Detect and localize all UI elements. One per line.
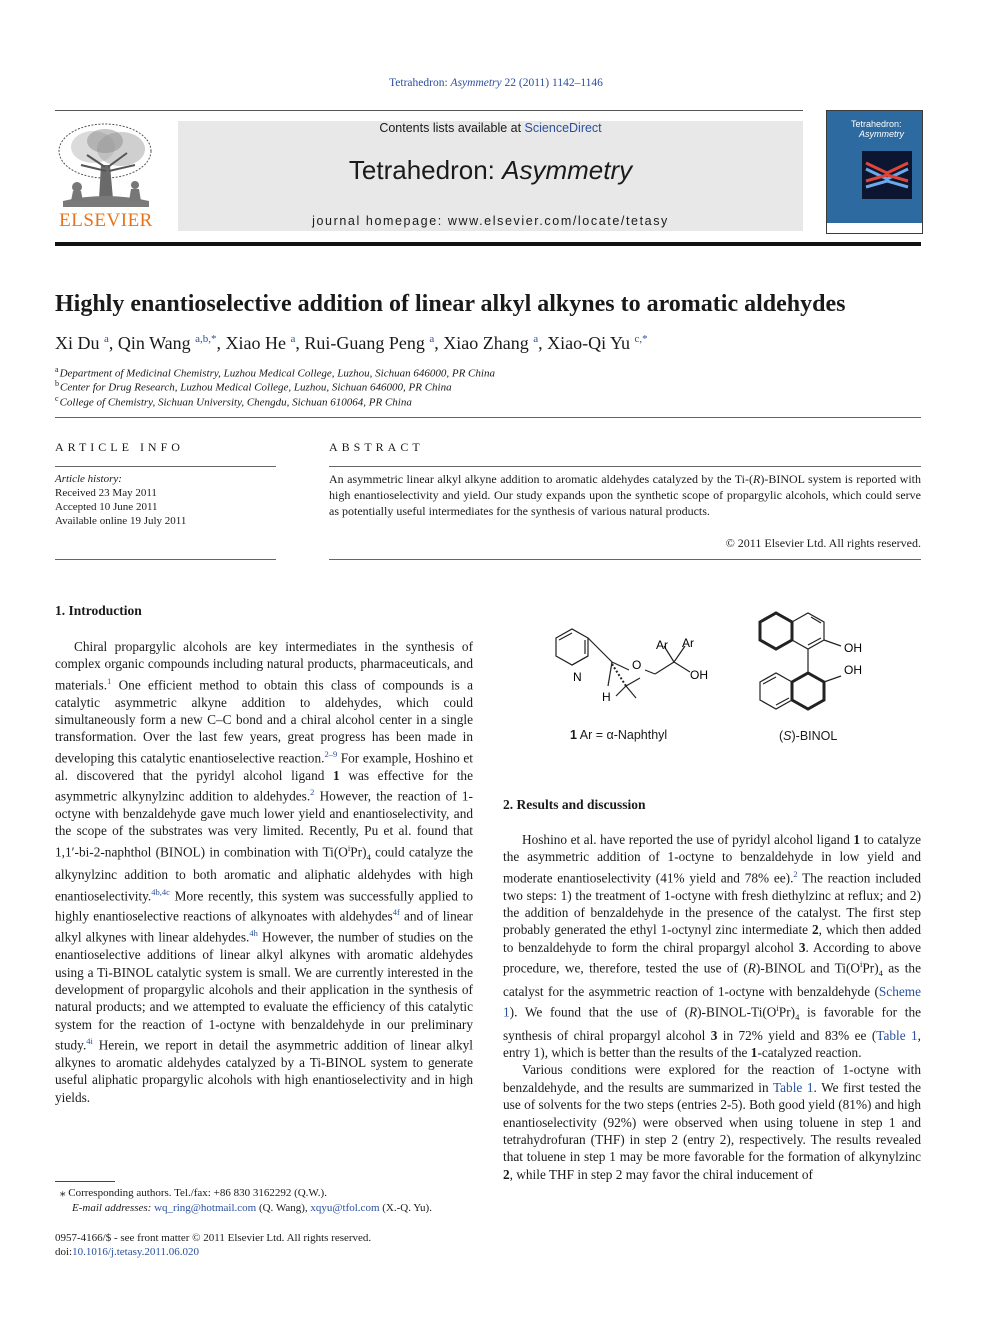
author-affiliation-mark[interactable]: a xyxy=(290,333,296,345)
scheme-1-link[interactable]: Scheme 1 xyxy=(503,983,921,1020)
author-separator: , xyxy=(108,333,118,353)
ligand-1-structure xyxy=(540,598,720,723)
ref-link[interactable]: 4f xyxy=(392,907,400,918)
sciencedirect-link[interactable]: ScienceDirect xyxy=(524,121,602,135)
author-name: Xiao He xyxy=(225,333,286,353)
intro-body xyxy=(55,638,473,1106)
table-1-link[interactable]: Table 1 xyxy=(876,1027,918,1043)
doi-line: doi:10.1016/j.tetasy.2011.06.020 xyxy=(55,1246,200,1258)
label-n: N xyxy=(573,670,582,684)
cover-title: Tetrahedron: Asymmetry xyxy=(851,119,904,139)
author-separator: , xyxy=(538,333,548,353)
doi-link[interactable]: 10.1016/j.tetasy.2011.06.020 xyxy=(72,1246,200,1258)
citation-line[interactable] xyxy=(0,77,992,89)
abstract-copyright: © 2011 Elsevier Ltd. All rights reserved. xyxy=(725,536,921,550)
label-oh-top: OH xyxy=(844,641,862,655)
label-h: H xyxy=(602,690,611,704)
author-name: Xiao-Qi Yu xyxy=(547,333,630,353)
journal-cover xyxy=(826,110,923,234)
article-info-bottom-rule xyxy=(55,559,276,560)
footnote-emails: E-mail addresses: wq_ring@hotmail.com (Q. Wang), xqyu@tfol.com (X.-Q. Yu). xyxy=(72,1202,432,1214)
article-info-heading: ARTICLE INFO xyxy=(55,440,184,454)
binol-structure xyxy=(748,600,878,722)
author-separator: , xyxy=(295,333,305,353)
journal-name: Tetrahedron: Asymmetry xyxy=(348,155,633,185)
author-name: Xi Du xyxy=(55,333,100,353)
affiliation-a: $^a$Department of Medicinal Chemistry, Luzhou Medical College, Luzhou, Sichuan 646000, PR China xyxy=(55,365,495,380)
footnote-rule xyxy=(55,1181,115,1182)
author-affiliation-mark[interactable]: a,b,* xyxy=(195,333,217,345)
ref-link[interactable]: 4b,4c xyxy=(151,886,170,897)
issn-line: 0957-4166/$ - see front matter © 2011 Elsevier Ltd. All rights reserved. xyxy=(55,1232,372,1244)
article-info-rule xyxy=(55,466,276,467)
abstract-text: An asymmetric linear alkyl alkyne addition to aromatic aldehydes catalyzed by the Ti-(R)-BINOL system is reported with high enantioselectivity and yield. Our study expands upon the synthetic scope of propargylic alcohols, which could serve as potentially useful intermediates for the synthesis of various natural products. xyxy=(329,472,921,519)
ref-link[interactable]: 2 xyxy=(793,868,798,879)
article-history: Article history: Received 23 May 2011 Accepted 10 June 2011 Available online 19 July 2011 xyxy=(55,473,187,527)
affiliation-b: $^b$Center for Drug Research, Luzhou Medical College, Luzhou, Sichuan 646000, PR China xyxy=(55,379,452,394)
author-name: Xiao Zhang xyxy=(443,333,529,353)
label-oh-bottom: OH xyxy=(844,663,862,677)
label-o: O xyxy=(632,658,642,672)
ref-link[interactable]: 1 xyxy=(107,675,112,686)
footnote-corresponding: ⁎ Corresponding authors. Tel./fax: +86 830 3162292 (Q.W.). xyxy=(60,1187,327,1199)
label-ar-2: Ar xyxy=(682,636,694,650)
author-separator: , xyxy=(434,333,444,353)
abstract-heading: ABSTRACT xyxy=(329,440,424,454)
figure-caption-1: 1 Ar = α-Naphthyl xyxy=(570,728,668,742)
ref-link[interactable]: 2–9 xyxy=(324,748,338,759)
author-affiliation-mark[interactable]: a xyxy=(429,333,435,345)
results-paragraph-2: Various conditions were explored for the reaction of 1-octyne with benzaldehyde, and the results are summarized in Table 1. We first tested the use of solvents for the two steps (entries 2-5). Both good yield (81%) and high enantioselectivity (92%) were observed when using toluene in step 1 and tetrahydrofuran (THF) in step 2 (entry 2), respectively. The results revealed that toluene in step 1 may be more favorable for the formation of alkynylzinc 2, while THF in step 2 may favor the chiral inducement of xyxy=(503,1062,921,1182)
citation-link[interactable]: Tetrahedron: Asymmetry 22 (2011) 1142–1146 xyxy=(389,77,603,89)
affiliation-rule xyxy=(55,417,921,418)
header-thick-rule xyxy=(55,242,921,246)
results-body xyxy=(503,831,921,1183)
author-affiliation-mark[interactable]: a xyxy=(104,333,109,345)
author-list xyxy=(55,333,648,354)
abstract-rule xyxy=(329,466,921,467)
paper-title: Highly enantioselective addition of linear alkyl alkynes to aromatic aldehydes xyxy=(55,291,846,317)
ref-link[interactable]: 4h xyxy=(249,928,258,939)
author-affiliation-mark[interactable]: c,* xyxy=(634,333,648,345)
email-link-yu[interactable]: xqyu@tfol.com xyxy=(310,1202,380,1214)
header-top-rule xyxy=(55,110,803,111)
affiliation-c: $^c$College of Chemistry, Sichuan University, Chengdu, Sichuan 610064, PR China xyxy=(55,394,412,409)
author-name: Qin Wang xyxy=(117,333,191,353)
email-link-wang[interactable]: wq_ring@hotmail.com xyxy=(154,1202,257,1214)
abstract-bottom-rule xyxy=(329,559,921,560)
intro-paragraph: Chiral propargylic alcohols are key intermediates in the synthesis of complex organic compounds including natural products, pharmaceuticals, and materials.$^1$ One efficient method to obtain this class of compounds is a catalytic asymmetric alkyne addition to aldehydes, which could simultaneously form a new C–C bond and a chiral alcohol center in a single transformation. Over the last few years, great progress has been made in developing this catalytic enantioselective reaction.$^{2-9}$ For example, Hoshino et al. discovered that the pyridyl alcohol ligand 1 was effective for the asymmetric alkynylzinc addition to aldehydes.$^2$ However, the reaction of 1-octyne with benzaldehyde gave much lower yield and enantioselectivity, and the scope of the substrates was very limited. Recently, Pu et al. found that 1,1′-bi-2-naphthol (BINOL) in combination with $Ti(O^iPr)_4$ could catalyze the alkynylzinc addition to both aromatic and aliphatic aldehydes with high enantioselectivity.$^{4b,4c}$ More recently, this system was successfully applied to highly enantioselective reactions of alkynoates with aldehydes$^{4f}$ and of linear alkyl alkynes with linear aldehydes.$^{4h}$ However, the number of studies on the enantioselective additions of linear alkyl alkynes with aromatic aldehydes using a Ti-BINOL catalytic system is small. We are currently interested in the development of propargylic alcohols and their application in the synthesis of natural products; and we attempted to evaluate the efficiency of this catalytic system for the reaction of 1-octyne with benzaldehyde in our preliminary study.$^{4i}$ Herein, we report in detail the asymmetric addition of linear alkyl alkynes to aromatic aldehydes catalyzed by a Ti-BINOL system to generate useful aliphatic propargylic alcohols with high enantioselectivity and in high yields. xyxy=(55,639,473,1105)
elsevier-tree-logo xyxy=(53,121,159,209)
figure-caption-2: (S)-BINOL xyxy=(779,729,838,743)
elsevier-tree-icon xyxy=(53,121,159,209)
results-paragraph-1: Hoshino et al. have reported the use of pyridyl alcohol ligand 1 to catalyze the asymmetric addition of 1-octyne to benzaldehyde in low yield and moderate enantioselectivity (41% yield and 78% ee).$^2$ The reaction included two steps: 1) the treatment of 1-octyne with fresh diethylzinc at reflux; and 2) the addition of benzaldehyde in the presence of the catalyst. The first step probably generated the ethyl 1-octynyl zinc intermediate 2, which then added to benzaldehyde to form the chiral propargyl alcohol 3. According to above procedure, we, therefore, tested the use of (R)-BINOL and $Ti(O^iPr)_4$ as the catalyst for the asymmetric reaction of 1-octyne with benzaldehyde (Scheme 1). We found that the use of $(R)-BINOL-Ti(O^iPr)_4$ is favorable for the synthesis of chiral propargyl alcohol 3 in 72% yield and 83% ee (Table 1, entry 1), which is better than the results of the 1-catalyzed reaction. xyxy=(503,832,922,1061)
results-heading: 2. Results and discussion xyxy=(503,797,646,812)
contents-line: Contents lists available at ScienceDirect xyxy=(379,121,602,135)
author-name: Rui-Guang Peng xyxy=(304,333,425,353)
cover-footer xyxy=(827,223,922,233)
ref-link[interactable]: 4i xyxy=(86,1036,93,1047)
publisher-wordmark: ELSEVIER xyxy=(59,210,153,231)
author-separator: , xyxy=(216,333,226,353)
cover-artwork xyxy=(862,151,912,199)
intro-heading: 1. Introduction xyxy=(55,603,142,618)
label-oh: OH xyxy=(690,668,708,682)
ref-link[interactable]: 2 xyxy=(310,787,315,798)
journal-homepage[interactable]: journal homepage: www.elsevier.com/locate/tetasy xyxy=(312,214,669,228)
table-1-link[interactable]: Table 1 xyxy=(772,1079,814,1095)
author-affiliation-mark[interactable]: a xyxy=(533,333,539,345)
label-ar-1: Ar xyxy=(656,638,668,652)
